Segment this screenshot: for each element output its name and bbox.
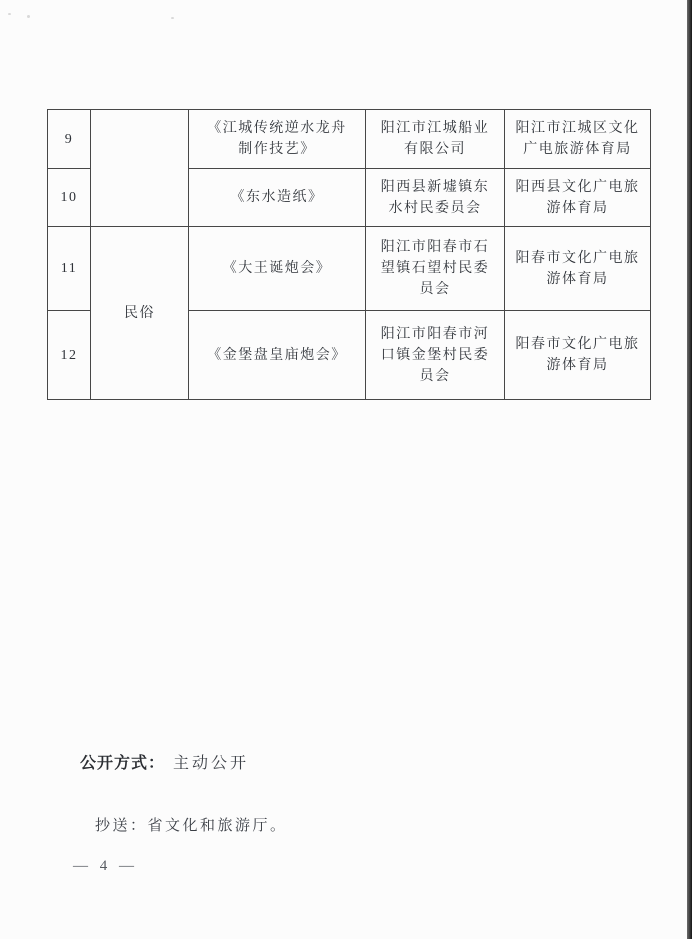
department-cell: 阳西县文化广电旅游体育局	[505, 169, 651, 227]
table-row	[48, 227, 651, 311]
row-number-cell: 10	[48, 169, 91, 227]
department-cell: 阳江市江城区文化广电旅游体育局	[505, 110, 651, 169]
row-number-cell: 12	[48, 311, 91, 400]
heritage-items-table	[47, 109, 651, 400]
project-title-cell: 《东水造纸》	[189, 169, 366, 227]
cc-line: 抄送：省文化和旅游厅。	[95, 818, 288, 834]
project-title-cell: 《江城传统逆水龙舟制作技艺》	[189, 110, 366, 169]
declaring-unit-cell: 阳江市江城船业有限公司	[366, 110, 505, 169]
scan-speck	[27, 15, 30, 18]
scan-speck	[8, 13, 11, 15]
publicity-method-label: 公开方式：	[80, 755, 166, 772]
project-title-cell: 《大王诞炮会》	[189, 227, 366, 311]
project-title-cell: 《金堡盘皇庙炮会》	[189, 311, 366, 400]
declaring-unit-cell: 阳西县新墟镇东水村民委员会	[366, 169, 505, 227]
row-number-cell: 9	[48, 110, 91, 169]
department-cell: 阳春市文化广电旅游体育局	[505, 227, 651, 311]
scanner-edge-shadow	[687, 0, 692, 939]
department-cell: 阳春市文化广电旅游体育局	[505, 311, 651, 400]
declaring-unit-cell: 阳江市阳春市河口镇金堡村民委员会	[366, 311, 505, 400]
category-cell: 民俗	[91, 227, 189, 400]
publicity-method-value: 主动公开	[173, 755, 250, 772]
publicity-method-line	[80, 750, 249, 773]
category-cell	[91, 110, 189, 227]
scan-speck	[171, 17, 174, 19]
page-number: — 4 —	[73, 858, 138, 874]
row-number-cell: 11	[48, 227, 91, 311]
table-row	[48, 110, 651, 169]
declaring-unit-cell: 阳江市阳春市石望镇石望村民委员会	[366, 227, 505, 311]
